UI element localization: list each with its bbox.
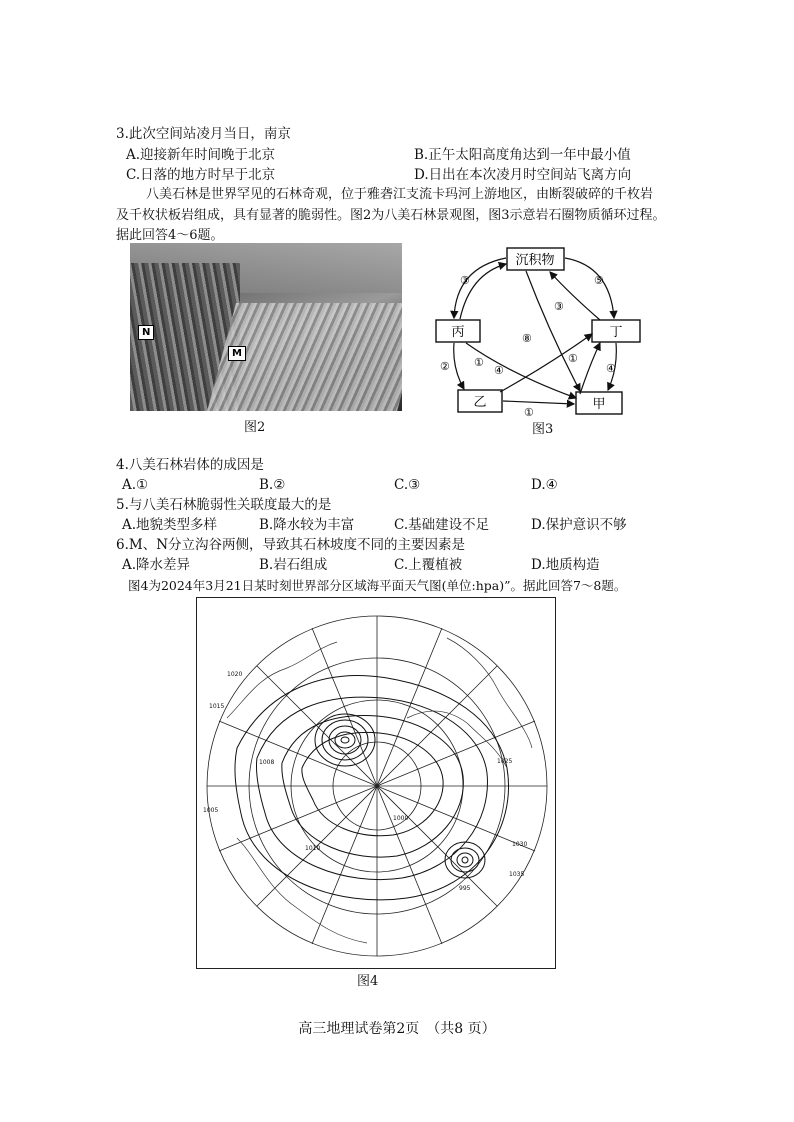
- label-yi: 乙: [473, 395, 487, 410]
- figure-2-photo: [130, 243, 402, 411]
- label-jia: 甲: [592, 397, 606, 412]
- intro-4-6-line3: 据此回答4～6题。: [116, 228, 224, 243]
- q5-option-d: D.保护意识不够: [531, 517, 627, 533]
- q6-option-c: C.上覆植被: [394, 557, 463, 573]
- q5-option-c: C.基础建设不足: [394, 517, 490, 533]
- arrow-label: ②: [440, 360, 450, 373]
- figure-3-caption: 图3: [532, 422, 554, 437]
- pressure-label: 1030: [512, 841, 528, 848]
- label-n: N: [138, 325, 154, 340]
- figure-4-caption: 图4: [357, 974, 379, 989]
- pressure-label: 1015: [209, 703, 225, 710]
- q3-option-d: D.日出在本次凌月时空间站飞离方向: [414, 167, 632, 183]
- pressure-label: 1005: [203, 807, 219, 814]
- q5-option-a: A.地貌类型多样: [122, 517, 218, 533]
- page-footer: 高三地理试卷第2页 （共8 页）: [298, 1021, 496, 1037]
- q3-option-c: C.日落的地方时早于北京: [126, 167, 276, 183]
- q4-option-b: B.②: [259, 477, 286, 493]
- pressure-label: 1000: [393, 815, 409, 822]
- pressure-label: 1020: [227, 671, 243, 678]
- q4-stem: 4.八美石林岩体的成因是: [116, 457, 264, 473]
- q4-option-d: D.④: [531, 477, 558, 493]
- q5-option-b: B.降水较为丰富: [259, 517, 355, 533]
- label-sediment: 沉积物: [515, 253, 555, 268]
- q6-option-a: A.降水差异: [122, 557, 191, 573]
- figure-3-rock-cycle: [430, 244, 650, 420]
- q3-stem: 3.此次空间站凌月当日，南京: [116, 126, 291, 142]
- arrow-label: ⑤: [594, 274, 604, 287]
- q4-option-c: C.③: [394, 477, 421, 493]
- intro-4-6-line2: 及千枚状板岩组成，具有显著的脆弱性。图2为八美石林景观图，图3示意岩石圈物质循环过程。: [116, 208, 666, 223]
- q3-option-a: A.迎接新年时间晚于北京: [126, 147, 276, 163]
- q6-option-d: D.地质构造: [531, 557, 600, 573]
- weather-map-graphic: [197, 598, 555, 968]
- q6-stem: 6.M、N分立沟谷两侧，导致其石林坡度不同的主要因素是: [116, 537, 466, 553]
- pressure-label: 1008: [259, 759, 275, 766]
- pressure-label: 1025: [497, 758, 513, 765]
- pressure-label: 1010: [305, 845, 321, 852]
- q5-stem: 5.与八美石林脆弱性关联度最大的是: [116, 497, 332, 513]
- q4-option-a: A.①: [122, 477, 149, 493]
- arrow-label: ④: [606, 362, 616, 375]
- arrow-label: ①: [524, 406, 534, 419]
- pressure-label: 1035: [509, 871, 525, 878]
- q6-option-b: B.岩石组成: [259, 557, 328, 573]
- arrow-label: ⑧: [522, 332, 532, 345]
- figure-4-weather-map: [196, 597, 556, 969]
- pressure-label: 995: [459, 885, 471, 892]
- q3-option-b: B.正午太阳高度角达到一年中最小值: [414, 147, 631, 163]
- label-bing: 丙: [451, 325, 465, 340]
- label-m: M: [228, 346, 246, 361]
- intro-4-6-line1: 八美石林是世界罕见的石林奇观，位于雅砻江支流卡玛河上游地区，由断裂破碎的千枚岩: [146, 187, 654, 202]
- label-ding: 丁: [609, 325, 623, 340]
- arrow-label: ①: [474, 356, 484, 369]
- arrow-label: ①: [568, 352, 578, 365]
- arrow-label: ③: [460, 274, 470, 287]
- intro-7-8: 图4为2024年3月21日某时刻世界部分区域海平面天气图(单位:hpa)”。据此回答7～8题。: [128, 578, 627, 593]
- figure-2-caption: 图2: [244, 420, 266, 435]
- arrow-label: ③: [554, 300, 564, 313]
- arrow-label: ④: [494, 364, 504, 377]
